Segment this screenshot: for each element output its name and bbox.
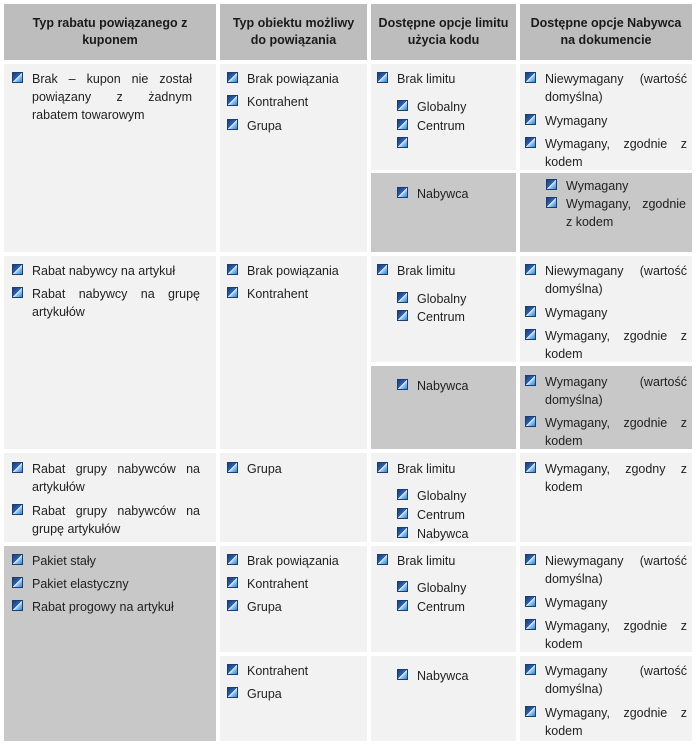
header-label: Typ obiektu możliwy do powiązania	[232, 16, 355, 47]
bullet-icon	[12, 554, 23, 565]
bullet-icon	[377, 264, 388, 275]
list-item: Globalny	[397, 98, 512, 116]
bullet-icon	[525, 554, 536, 565]
header-rabat-type	[4, 4, 216, 60]
list-item: Centrum	[397, 308, 512, 326]
list-item: Wymagany, zgodny z kodem	[525, 460, 687, 496]
list-item: Brak limitu	[377, 460, 512, 478]
bullet-icon	[12, 504, 23, 515]
bullet-icon	[525, 137, 536, 148]
list-item: Brak powiązania	[227, 70, 362, 88]
bullet-icon	[227, 72, 238, 83]
bullet-icon	[397, 508, 408, 519]
bullet-icon	[227, 95, 238, 106]
bullet-icon	[227, 119, 238, 130]
list-item: Kontrahent	[227, 662, 362, 680]
bullet-icon	[397, 310, 408, 321]
list-item: Wymagany	[525, 304, 687, 322]
bullet-icon	[227, 462, 238, 473]
bullet-icon	[525, 264, 536, 275]
bullet-icon	[227, 554, 238, 565]
header-object-type	[220, 4, 367, 60]
list-item: Nabywca	[397, 525, 512, 543]
header-label: Dostępne opcje Nabywca na dokumencie	[530, 16, 682, 47]
list-item: Centrum	[397, 506, 512, 524]
header-label: Typ rabatu powiązanego z kuponem	[32, 16, 188, 47]
bullet-icon	[397, 600, 408, 611]
list-item: Wymagany (wartość domyślna)	[525, 373, 687, 409]
bullet-icon	[546, 179, 557, 190]
list-item: Nabywca	[397, 377, 512, 395]
bullet-icon	[397, 379, 408, 390]
bullet-icon	[525, 462, 536, 473]
bullet-icon	[12, 72, 23, 83]
bullet-icon	[397, 187, 408, 198]
list-item	[397, 135, 512, 148]
bullet-icon	[525, 375, 536, 386]
bullet-icon	[12, 577, 23, 588]
list-item: Niewymagany (wartość domyślna)	[525, 552, 687, 588]
bullet-icon	[397, 527, 408, 538]
list-item: Niewymagany (wartość domyślna)	[525, 262, 687, 298]
bullet-icon	[377, 72, 388, 83]
list-item: Globalny	[397, 290, 512, 308]
list-item: Kontrahent	[227, 575, 362, 593]
list-item: Kontrahent	[227, 285, 362, 303]
bullet-icon	[525, 596, 536, 607]
header-nabywca-options	[520, 4, 692, 60]
bullet-icon	[12, 287, 23, 298]
bullet-icon	[546, 197, 557, 208]
list-item: Centrum	[397, 598, 512, 616]
bullet-icon	[12, 462, 23, 473]
list-item: Brak limitu	[377, 262, 512, 280]
bullet-icon	[397, 489, 408, 500]
header-label: Dostępne opcje limitu użycia kodu	[378, 16, 509, 47]
list-item: Grupa	[227, 685, 362, 703]
list-item: Pakiet stały	[12, 552, 200, 570]
bullet-icon	[397, 292, 408, 303]
list-item: Grupa	[227, 598, 362, 616]
list-item: Nabywca	[397, 667, 512, 685]
bullet-icon	[397, 137, 408, 148]
list-item: Rabat nabywcy na grupę artykułów	[12, 285, 200, 321]
bullet-icon	[227, 664, 238, 675]
bullet-icon	[12, 264, 23, 275]
bullet-icon	[525, 706, 536, 717]
list-item: Centrum	[397, 117, 512, 135]
list-item: Brak – kupon nie został powiązany z żadnym rabatem towarowym	[12, 70, 192, 124]
header-limit-options	[371, 4, 516, 60]
bullet-icon	[525, 664, 536, 675]
list-item: Wymagany	[546, 177, 686, 195]
bullet-icon	[397, 581, 408, 592]
bullet-icon	[227, 600, 238, 611]
bullet-icon	[227, 264, 238, 275]
list-item: Wymagany	[525, 594, 687, 612]
bullet-icon	[12, 600, 23, 611]
list-item: Pakiet elastyczny	[12, 575, 200, 593]
list-item: Grupa	[227, 117, 362, 135]
bullet-icon	[227, 687, 238, 698]
list-item: Wymagany, zgodnie z kodem	[525, 704, 687, 740]
list-item: Wymagany, zgodnie z kodem	[525, 414, 687, 450]
list-item: Wymagany, zgodnie z kodem	[525, 135, 687, 171]
list-item: Niewymagany (wartość domyślna)	[525, 70, 687, 106]
list-item: Wymagany, zgodnie z kodem	[546, 195, 686, 231]
list-item: Nabywca	[397, 185, 512, 203]
list-item: Wymagany	[525, 112, 687, 130]
list-item: Wymagany, zgodnie z kodem	[525, 617, 687, 653]
list-item: Grupa	[227, 460, 362, 478]
bullet-icon	[397, 100, 408, 111]
bullet-icon	[377, 554, 388, 565]
bullet-icon	[397, 119, 408, 130]
bullet-icon	[525, 72, 536, 83]
bullet-icon	[525, 306, 536, 317]
list-item: Rabat progowy na artykuł	[12, 598, 200, 616]
bullet-icon	[525, 329, 536, 340]
list-item: Globalny	[397, 487, 512, 505]
bullet-icon	[377, 462, 388, 473]
bullet-icon	[227, 287, 238, 298]
list-item: Globalny	[397, 579, 512, 597]
list-item: Kontrahent	[227, 93, 362, 111]
bullet-icon	[227, 577, 238, 588]
list-item: Rabat grupy nabywców na grupę artykułów	[12, 502, 200, 538]
list-item: Rabat nabywcy na artykuł	[12, 262, 200, 280]
bullet-icon	[525, 416, 536, 427]
list-item: Rabat grupy nabywców na artykułów	[12, 460, 200, 496]
bullet-icon	[397, 669, 408, 680]
list-item: Wymagany (wartość domyślna)	[525, 662, 687, 698]
list-item: Brak limitu	[377, 70, 512, 88]
bullet-icon	[525, 114, 536, 125]
list-item: Wymagany, zgodnie z kodem	[525, 327, 687, 363]
list-item: Brak powiązania	[227, 552, 362, 570]
list-item: Brak powiązania	[227, 262, 362, 280]
list-item: Brak limitu	[377, 552, 512, 570]
bullet-icon	[525, 619, 536, 630]
